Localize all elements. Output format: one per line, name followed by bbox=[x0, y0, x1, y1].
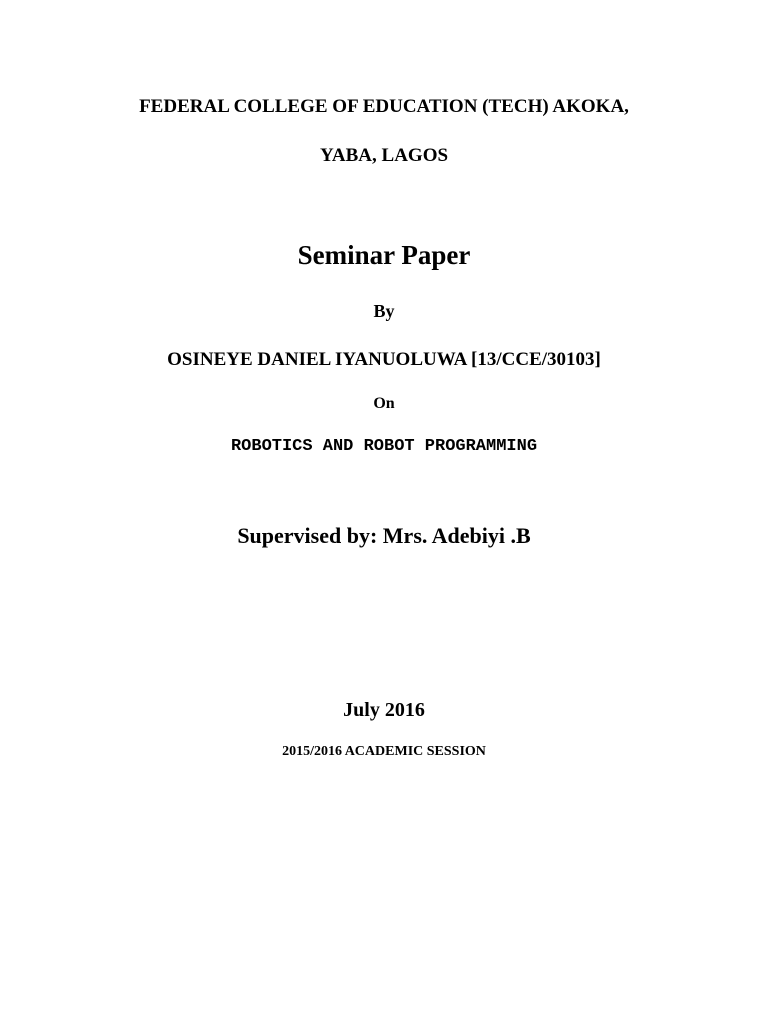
academic-session: 2015/2016 ACADEMIC SESSION bbox=[282, 744, 486, 759]
supervisor-line: Supervised by: Mrs. Adebiyi .B bbox=[237, 523, 531, 548]
by-label: By bbox=[373, 301, 395, 321]
institution-name-line-2: YABA, LAGOS bbox=[319, 145, 449, 166]
submission-date: July 2016 bbox=[343, 699, 425, 721]
seminar-topic: ROBOTICS AND ROBOT PROGRAMMING bbox=[230, 437, 538, 456]
author-name: OSINEYE DANIEL IYANUOLUWA [13/CCE/30103] bbox=[167, 349, 601, 370]
on-label: On bbox=[373, 395, 395, 412]
institution-name-line-1: FEDERAL COLLEGE OF EDUCATION (TECH) AKOKA, bbox=[139, 96, 629, 117]
document-title: Seminar Paper bbox=[297, 240, 471, 270]
